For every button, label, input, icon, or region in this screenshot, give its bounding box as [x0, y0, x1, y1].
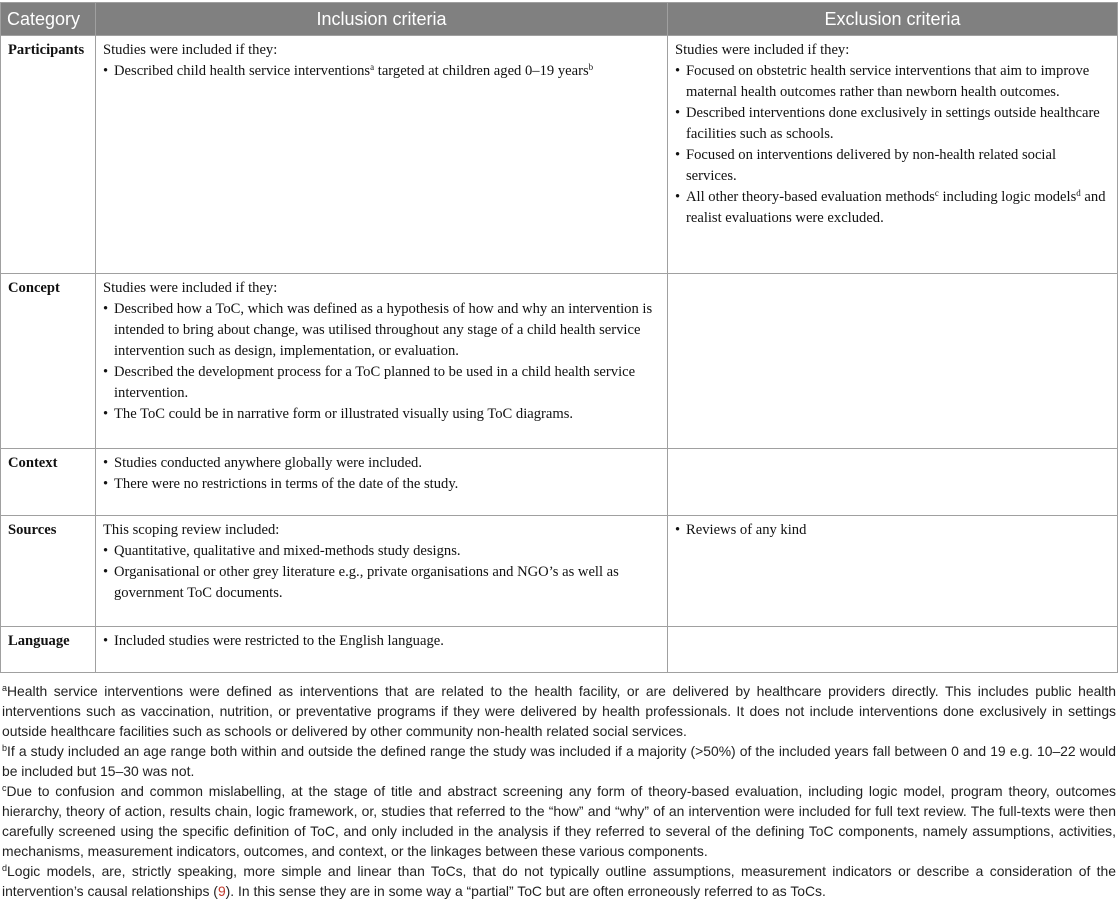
category-participants: Participants [1, 36, 96, 274]
bullet-list [103, 541, 660, 604]
footnote-b: $^b$If a study included an age range both within and outside the defined range the study was included if a majority (>50%) of the included years fall between 0 and 19 e.g. 10–22 would be included but 15–30 was not. [2, 743, 1116, 779]
bullet-list [675, 61, 1110, 229]
cell-intro: Studies were included if they: [675, 42, 850, 58]
inclusion-context [96, 449, 668, 516]
list-item: • Focused on obstetric health service interventions that aim to improve maternal health outcomes rather than newborn health outcomes. [675, 61, 1110, 103]
exclusion-context [668, 449, 1118, 516]
list-item: • Focused on interventions delivered by non-health related social services. [675, 145, 1110, 187]
footnote-marker: d [2, 863, 8, 873]
list-item: • Described interventions done exclusively in settings outside healthcare facilities such as schools. [675, 103, 1110, 145]
table-row-sources [1, 516, 1118, 627]
category-language: Language [1, 627, 96, 673]
bullet-list [103, 61, 660, 82]
exclusion-concept [668, 274, 1118, 449]
list-item: • All other theory-based evaluation methods$^c$ including logic models$^d$ and realist evaluations were excluded. [675, 187, 1110, 229]
footnote-marker: d [1076, 188, 1081, 198]
inclusion-sources [96, 516, 668, 627]
footnote-marker: a [370, 62, 375, 72]
footnote-marker: c [934, 188, 939, 198]
footnote-marker: b [588, 62, 594, 72]
cell-intro: Studies were included if they: [103, 42, 278, 58]
table-header-row [1, 3, 1118, 36]
footnote-marker: a [2, 683, 8, 693]
footnote-d: $^d$Logic models, are, strictly speaking, more simple and linear than ToCs, that do not typically outline assumptions, measurement indicators or describe a consideration of the intervention’s causal relationships (9). In this sense they are in some way a “partial” ToC but are often erroneously referred to as ToCs. [2, 863, 1116, 899]
category-concept: Concept [1, 274, 96, 449]
inclusion-concept [96, 274, 668, 449]
table-row-participants [1, 36, 1118, 274]
footnote-marker: c [2, 783, 7, 793]
cell-intro: This scoping review included: [103, 522, 280, 538]
table-row-concept [1, 274, 1118, 449]
bullet-list [103, 299, 660, 425]
bullet-list [675, 520, 1110, 541]
list-item: • Studies conducted anywhere globally were included. [103, 453, 660, 474]
footnotes [0, 681, 1118, 901]
list-item: • The ToC could be in narrative form or illustrated visually using ToC diagrams. [103, 404, 660, 425]
footnote-a: $^a$Health service interventions were defined as interventions that are related to the health facility, or are delivered by healthcare providers directly. This includes public health interventions such as vaccination, nutrition, or preventative programs if they were delivered by health professionals. It does not include interventions done exclusively in settings outside healthcare facilities such as schools or delivered by other community non-health related social services. [2, 683, 1116, 739]
cell-intro: Studies were included if they: [103, 280, 278, 296]
exclusion-language [668, 627, 1118, 673]
header-exclusion: Exclusion criteria [668, 3, 1118, 36]
list-item: • Described the development process for a ToC planned to be used in a child health service intervention. [103, 362, 660, 404]
list-item: • Reviews of any kind [675, 520, 1110, 541]
list-item: • There were no restrictions in terms of the date of the study. [103, 474, 660, 495]
criteria-table [0, 2, 1118, 673]
table-row-language [1, 627, 1118, 673]
bullet-list [103, 453, 660, 495]
reference-link[interactable]: 9 [217, 883, 226, 899]
exclusion-sources [668, 516, 1118, 627]
exclusion-participants [668, 36, 1118, 274]
list-item: • Organisational or other grey literature e.g., private organisations and NGO’s as well as government ToC documents. [103, 562, 660, 604]
list-item: • Included studies were restricted to the English language. [103, 631, 660, 652]
category-context: Context [1, 449, 96, 516]
list-item: • Described child health service interventions$^a$ targeted at children aged 0–19 years$^b$ [103, 61, 660, 82]
inclusion-participants [96, 36, 668, 274]
table-row-context [1, 449, 1118, 516]
footnote-c: $^c$Due to confusion and common mislabelling, at the stage of title and abstract screening any form of theory-based evaluation, including logic model, program theory, outcomes hierarchy, theory of action, results chain, logic framework, or, studies that referred to the “how” and “why” of an intervention were included for full text review. The full-texts were then carefully screened using the specific definition of ToC, and only included in the analysis if they referred to several of the defining ToC components, namely assumptions, activities, mechanisms, measurement indicators, outcomes, and context, or the linkages between these various components. [2, 783, 1116, 859]
header-inclusion: Inclusion criteria [96, 3, 668, 36]
bullet-list [103, 631, 660, 652]
list-item: • Quantitative, qualitative and mixed-methods study designs. [103, 541, 660, 562]
category-sources: Sources [1, 516, 96, 627]
footnote-marker: b [2, 743, 8, 753]
inclusion-language [96, 627, 668, 673]
header-category: Category [1, 3, 96, 36]
list-item: • Described how a ToC, which was defined as a hypothesis of how and why an intervention is intended to bring about change, was utilised throughout any stage of a child health service intervention such as design, implementation, or evaluation. [103, 299, 660, 362]
